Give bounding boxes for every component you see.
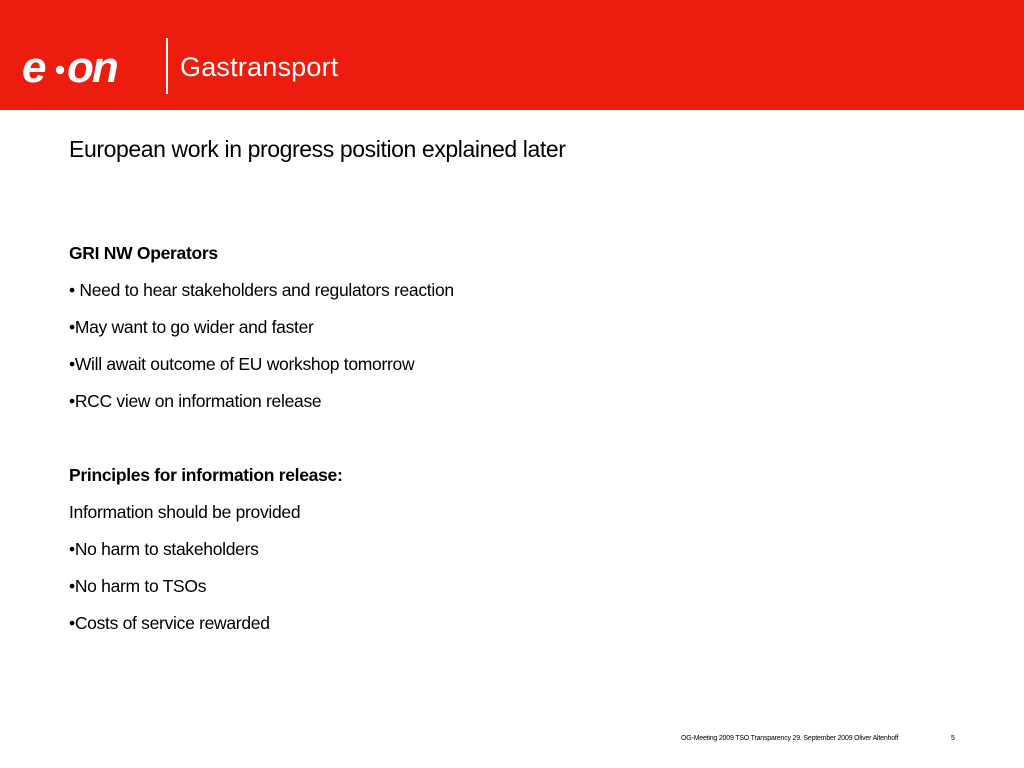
header-band <box>0 0 1024 110</box>
footer-meta: OG-Meeting 2009 TSO Transparency 29. September 2009 Oliver Altenhoff <box>681 735 899 742</box>
list-item: •No harm to TSOs <box>69 576 207 596</box>
list-item: Information should be provided <box>69 502 301 522</box>
list-item: •RCC view on information release <box>69 391 322 411</box>
eon-logo <box>22 44 156 90</box>
section-heading-gri: GRI NW Operators <box>69 243 218 263</box>
brand-name: Gastransport <box>180 52 339 82</box>
svg-text:on: on <box>67 44 117 90</box>
list-item: •No harm to stakeholders <box>69 539 259 559</box>
list-item: • Need to hear stakeholders and regulators reaction <box>69 280 454 300</box>
slide-title: European work in progress position explained later <box>69 136 566 162</box>
list-item: •Will await outcome of EU workshop tomorrow <box>69 354 415 374</box>
svg-text:e: e <box>22 44 45 90</box>
list-item: •May want to go wider and faster <box>69 317 314 337</box>
list-item: •Costs of service rewarded <box>69 613 270 633</box>
page-number: 5 <box>951 735 955 742</box>
logo-divider <box>166 38 168 94</box>
section-heading-principles: Principles for information release: <box>69 465 343 485</box>
